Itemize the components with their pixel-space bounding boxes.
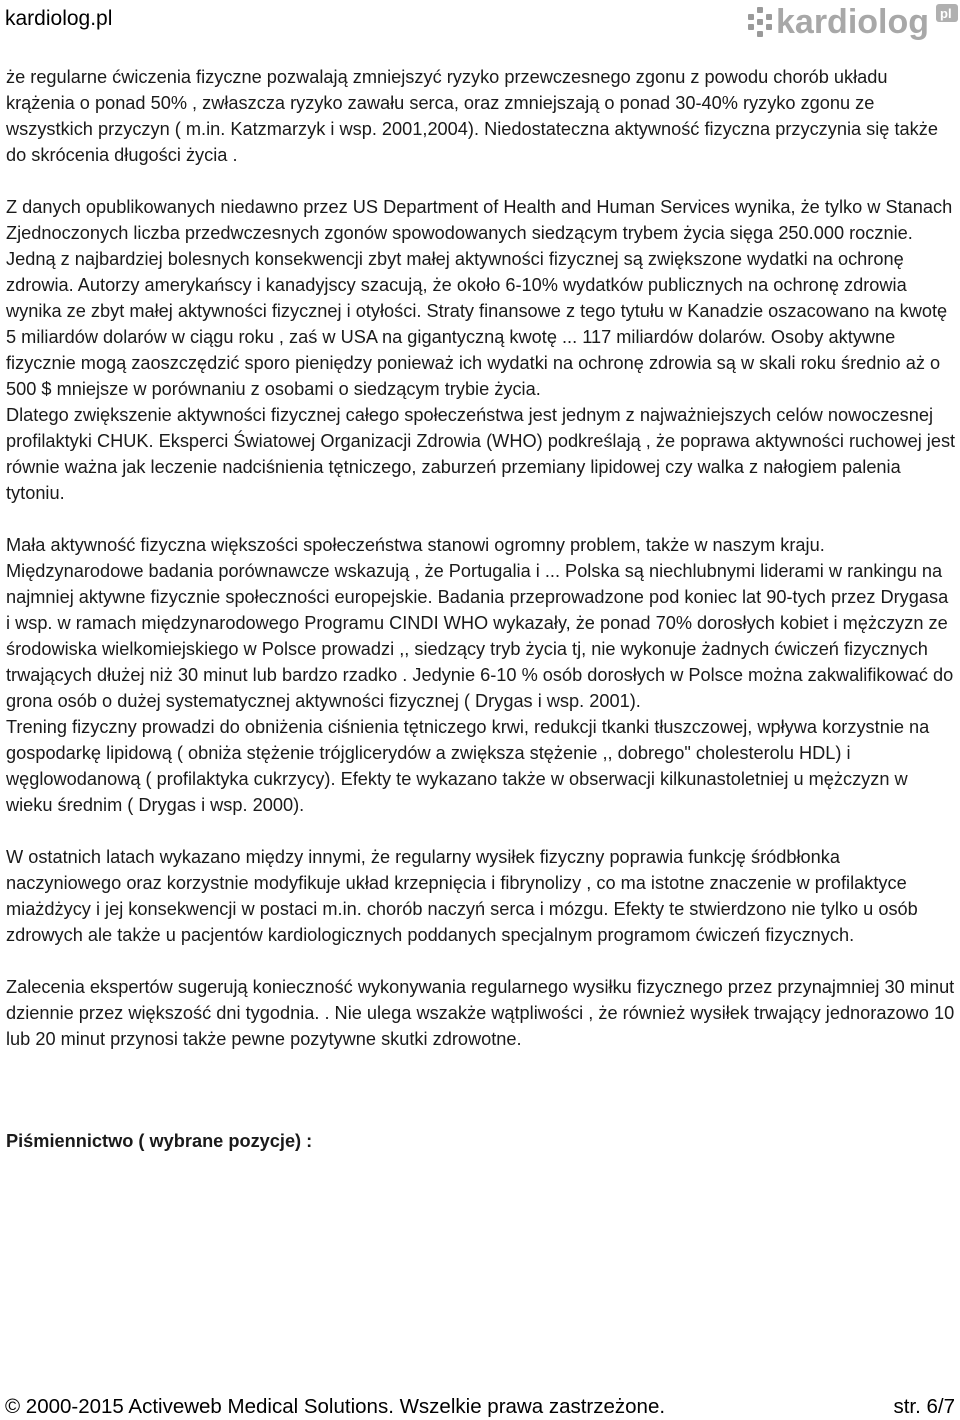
paragraph: Zalecenia ekspertów sugerują konieczność wykonywania regularnego wysiłku fizycznego przez przynajmniej 30 minut dziennie przez większość dni tygodnia. . Nie ulega wszakże wątpliwości , że również wysiłek trwający jednorazowo 10 lub 20 minut przynosi także pewne pozytywne skutki zdrowotne. — [6, 977, 955, 1049]
paragraph: Dlatego zwiększenie aktywności fizycznej całego społeczeństwa jest jednym z najważniejszych celów nowoczesnej profilaktyki CHUK. Eksperci Światowej Organizacji Zdrowia (WHO) podkreślają , że poprawa aktywności ruchowej jest równie ważna jak leczenie nadciśnienia tętniczego, zaburzeń przemiany lipidowej czy walka z nałogiem palenia tytoniu. — [6, 405, 956, 503]
paragraph: W ostatnich latach wykazano między innymi, że regularny wysiłek fizyczny poprawia funkcję śródbłonka naczyniowego oraz korzystnie modyfikuje układ krzepnięcia i fibrynolizy , co ma istotne znaczenie w profilaktyce miażdżycy i jej konsekwencji w postaci m.in. chorób naczyń serca i mózgu. Efekty te stwierdzono nie tylko u osób zdrowych ale także u pacjentów kardiologicznych poddanych specjalnym programom ćwiczeń fizycznych. — [6, 847, 918, 945]
paragraph: Z danych opublikowanych niedawno przez US Department of Health and Human Services wynika, że tylko w Stanach Zjednoczonych liczba przedwczesnych zgonów spowodowanych siedzącym trybem życia sięga 250.000 rocznie. Jedną z najbardziej bolesnych konsekwencji zbyt małej aktywności fizycznej są zwiększone wydatki na ochronę zdrowia. Autorzy amerykańscy i kanadyjscy szacują, że około 6-10% wydatków publicznych na ochronę zdrowia wynika ze zbyt małej aktywności fizycznej i otyłości. Straty finansowe z tego tytułu w Kanadzie oszacowano na kwotę 5 miliardów dolarów w ciągu roku , zaś w USA na gigantyczną kwotę ... 117 miliardów dolarów. Osoby aktywne fizycznie mogą zaoszczędzić sporo pieniędzy ponieważ ich wydatki na ochronę zdrowia są w skali roku średnio aż o 500 $ mniejsze w porównaniu z osobami o siedzącym trybie życia. — [6, 197, 953, 399]
page-footer — [5, 1394, 955, 1420]
logo-dots — [748, 7, 772, 37]
article-content — [6, 64, 956, 1154]
site-name: kardiolog.pl — [5, 7, 113, 30]
copyright-text: © 2000-2015 Activeweb Medical Solutions. Wszelkie prawa zastrzeżone. — [5, 1395, 666, 1418]
paragraph: że regularne ćwiczenia fizyczne pozwalają zmniejszyć ryzyko przewczesnego zgonu z powodu chorób układu krążenia o ponad 50% , zwłaszcza ryzyko zawału serca, oraz zmniejszają o ponad 30-40% ryzyko zgonu ze wszystkich przyczyn ( m.in. Katzmarzyk i wsp. 2001,2004). Niedostateczna aktywność fizyczna przyczynia się także do skrócenia długości życia . — [6, 67, 938, 165]
page-number: str. 6/7 — [893, 1395, 955, 1418]
paragraph: Mała aktywność fizyczna większości społeczeństwa stanowi ogromny problem, także w naszym kraju. Międzynarodowe badania porównawcze wskazują , że Portugalia i ... Polska są niechlubnymi liderami w rankingu na najmniej aktywne fizycznie społeczności europejskie. Badania przeprowadzone pod koniec lat 90-tych przez Drygasa i wsp. w ramach międzynarodowego Programu CINDI WHO wykazały, że ponad 70% dorosłych kobiet i mężczyzn ze środowiska wielkomiejskiego w Polsce prowadzi ,, siedzący tryb życia tj, nie wykonuje żadnych ćwiczeń fizycznych trwających dłużej niż 30 minut lub bardzo rzadko . Jedynie 6-10 % osób dorosłych w Polsce można zakwalifikować do grona osób o dużej systematycznej aktywności fizycznej ( Drygas i wsp. 2001). — [6, 535, 954, 711]
logo-text: kardiolog — [776, 3, 930, 41]
paragraph: Trening fizyczny prowadzi do obniżenia ciśnienia tętniczego krwi, redukcji tkanki tłuszczowej, wpływa korzystnie na gospodarkę lipidową ( obniża stężenie trójglicerydów a zwiększa stężenie ,, dobrego" cholesterolu HDL) i węglowodanową ( profilaktyka cukrzycy). Efekty te wykazano także w obserwacji kilkunastoletniej u mężczyzn w wieku średnim ( Drygas i wsp. 2000). — [6, 717, 930, 815]
kardiolog-logo — [740, 0, 960, 44]
logo-badge-text: pl — [940, 6, 952, 21]
references-heading: Piśmiennictwo ( wybrane pozycje) : — [6, 1131, 313, 1151]
